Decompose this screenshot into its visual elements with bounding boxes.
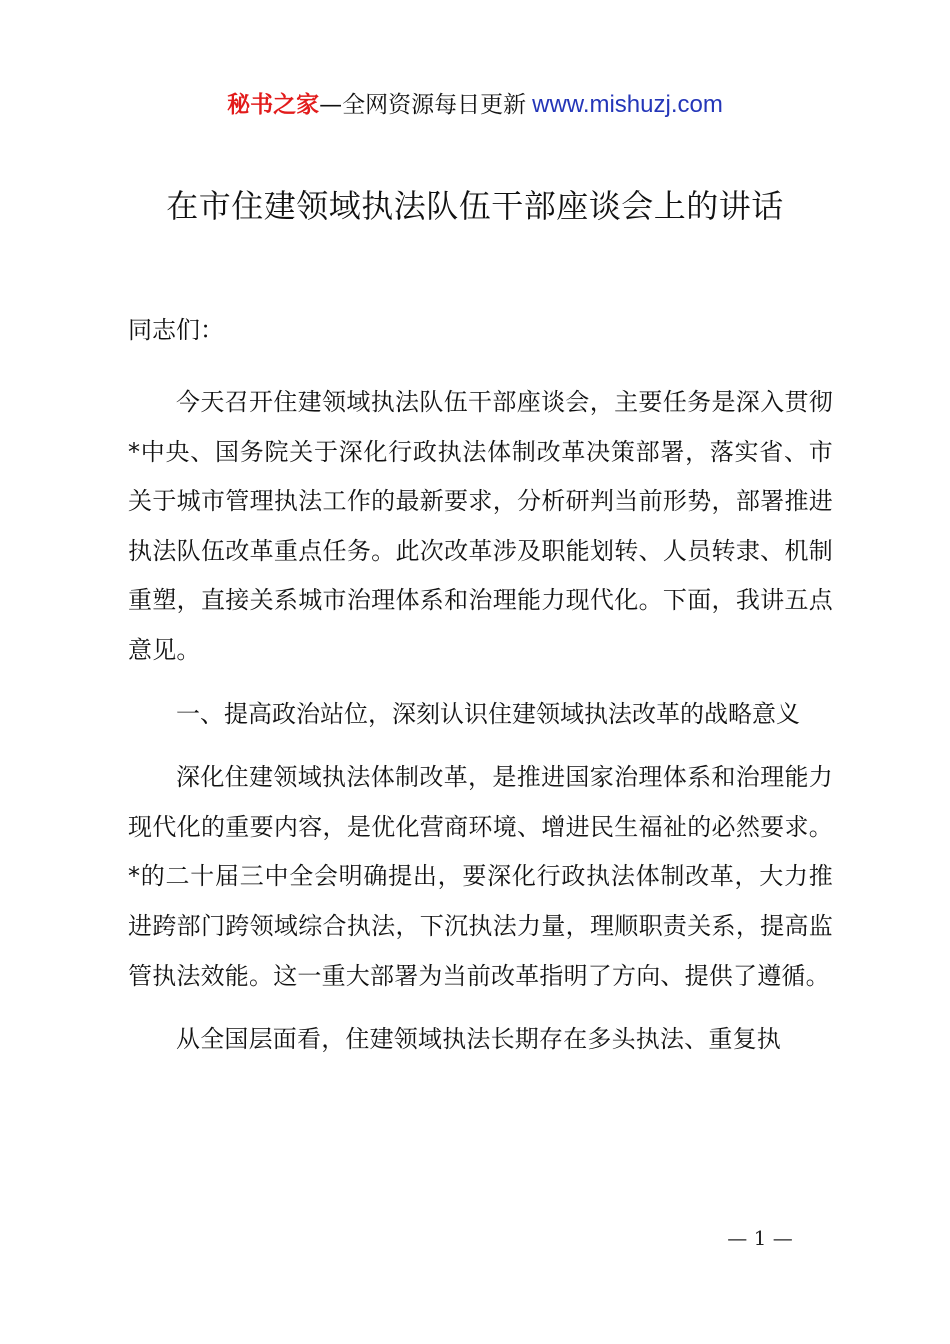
document-body xyxy=(128,312,833,1079)
paragraph-national-level: 从全国层面看，住建领域执法长期存在多头执法、重复执 xyxy=(176,1025,781,1054)
brand-name: 秘书之家 xyxy=(227,92,320,118)
section-heading-1: 一、提高政治站位，深刻认识住建领域执法改革的战略意义 xyxy=(176,699,800,728)
paragraph-intro: 今天召开住建领域执法队伍干部座谈会，主要任务是深入贯彻*中央、国务院关于深化行政执法体制改革决策部署，落实省、市关于城市管理执法工作的最新要求，分析研判当前形势，部署推进执法队伍改革重点任务。此次改革涉及职能划转、人员转隶、机制重塑，直接关系城市治理体系和治理能力现代化。下面，我讲五点意见。 xyxy=(128,388,833,664)
document-title: 在市住建领域执法队伍干部座谈会上的讲话 xyxy=(166,187,784,225)
header-slogan: 全网资源每日更新 xyxy=(342,92,527,118)
header-dash: — xyxy=(319,92,343,118)
site-url-link[interactable]: www.mishuzj.com xyxy=(532,91,723,118)
paragraph-section-1: 深化住建领域执法体制改革，是推进国家治理体系和治理能力现代化的重要内容，是优化营商环境、增进民生福祉的必然要求。*的二十届三中全会明确提出，要深化行政执法体制改革，大力推进跨部门跨领域综合执法，下沉执法力量，理顺职责关系，提高监管执法效能。这一重大部署为当前改革指明了方向、提供了遵循。 xyxy=(128,763,833,990)
site-header xyxy=(0,88,950,122)
page-number: — 1 — xyxy=(727,1226,793,1250)
salutation: 同志们： xyxy=(128,316,224,344)
